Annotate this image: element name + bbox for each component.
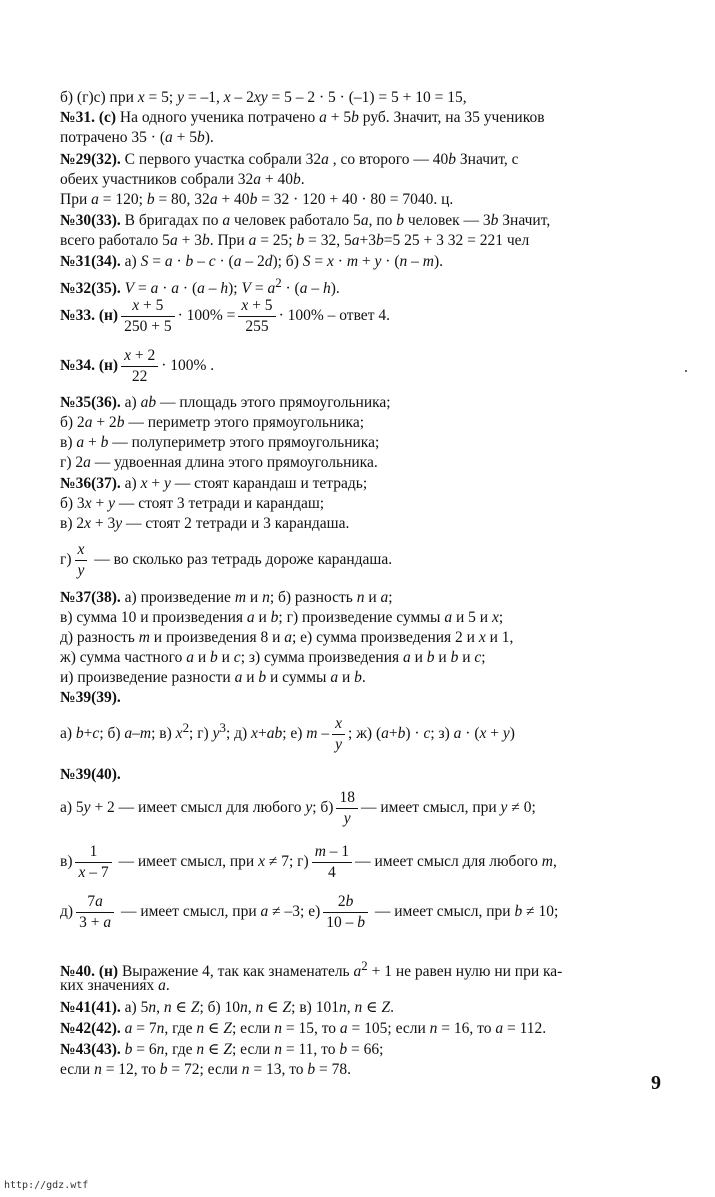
scan-artifact bbox=[685, 370, 687, 372]
text-line: г) 2a — удвоенная длина этого прямоугольника. bbox=[60, 454, 378, 471]
text-line: №42(42). a = 7n, где n ∈ Z; если n = 15, то a = 105; если n = 16, то a = 112. bbox=[60, 1020, 547, 1037]
text-line: б) 3x + y — стоят 3 тетради и карандаш; bbox=[60, 495, 325, 512]
text-line: №30(33). В бригадах по a человек работало 5a, по b человек — 3b Значит, bbox=[60, 212, 551, 229]
text-line: обеих участников собрали 32a + 40b. bbox=[60, 171, 305, 188]
formula-line: г) $\frac{x}{y}$ — во сколько раз тетрадь дороже карандаша. bbox=[60, 541, 393, 579]
text-line: б) (г)с) при x = 5; y = –1, x – 2xy = 5 – 2 · 5 · (–1) = 5 + 10 = 15, bbox=[60, 89, 467, 106]
text-line: №37(38). а) произведение m и n; б) разность n и a; bbox=[60, 589, 393, 606]
text-line: №35(36). а) ab — площадь этого прямоугольника; bbox=[60, 394, 391, 411]
page-number: 9 bbox=[651, 1072, 661, 1094]
text-line: потрачено 35 · (a + 5b). bbox=[60, 129, 214, 146]
formula-line: а) 5y + 2 — имеет смысл для любого y; б) $\frac{18}{y}$ — имеет смысл, при y ≠ 0; bbox=[60, 789, 536, 827]
text-line: №32(35). V = a · a · (a – h); $V = a^2 \cdot (a - h)$. bbox=[60, 275, 340, 298]
formula-line: №34. (н) $\frac{x + 2}{22}$ · 100% . bbox=[60, 347, 215, 385]
text-line: №39(40). bbox=[60, 766, 121, 783]
text-line: №31(34). а) S = a · b – c · (a – 2d); б) S = x · m + y · (n – m). bbox=[60, 253, 443, 270]
text-line: если n = 12, то b = 72; если n = 13, то b = 78. bbox=[60, 1061, 352, 1078]
text-line: №29(32). С первого участка собрали 32a , со второго — 40b Значит, с bbox=[60, 151, 519, 168]
formula-line: №33. (н) $\frac{x + 5}{250 + 5}$ · 100% = $\frac{x + 5}{255}$ · 100% – ответ 4. bbox=[60, 297, 390, 335]
text-line: №39(39). bbox=[60, 689, 121, 706]
text-line: №31. (с) На одного ученика потрачено a + 5b руб. Значит, на 35 учеников bbox=[60, 109, 545, 126]
text-line: №36(37). а) x + y — стоят карандаш и тетрадь; bbox=[60, 475, 368, 492]
text-line: д) разность m и произведения 8 и a; е) сумма произведения 2 и x и 1, bbox=[60, 629, 514, 646]
text-line: всего работало 5a + 3b. При a = 25; b = 32, 5a+3b=5 25 + 3 32 = 221 чел bbox=[60, 232, 530, 249]
text-line: в) a + b — полупериметр этого прямоугольника; bbox=[60, 434, 380, 451]
formula-line: а) b+c; б) a–m; в) $x^2$; г) $y^3$; д) x+ab; е) m – $\frac{x}{y}$ ; ж) (a+b) · c; з) a · (x + y) bbox=[60, 715, 515, 753]
text-line: №40. (н) Выражение 4, так как знаменатель $a^2 + 1$ не равен нулю ни при ка- bbox=[60, 958, 563, 981]
footer-url: http://gdz.wtf bbox=[4, 1180, 89, 1191]
text-line: №41(41). а) 5n, n ∈ Z; б) 10n, n ∈ Z; в) 101n, n ∈ Z. bbox=[60, 999, 394, 1016]
text-line: ких значениях a. bbox=[60, 977, 170, 994]
text-line: При a = 120; b = 80, 32a + 40b = 32 · 120 + 40 · 80 = 7040. ц. bbox=[60, 191, 454, 208]
text-line: в) 2x + 3y — стоят 2 тетради и 3 карандаша. bbox=[60, 515, 350, 532]
text-line: в) сумма 10 и произведения a и b; г) произведение суммы a и 5 и x; bbox=[60, 609, 504, 626]
formula-line: в) $\frac{1}{x - 7}$ — имеет смысл, при x ≠ 7; г) $\frac{m - 1}{4}$ — имеет смысл для любого m, bbox=[60, 843, 557, 881]
text-line: №43(43). b = 6n, где n ∈ Z; если n = 11, то b = 66; bbox=[60, 1041, 384, 1058]
text-line: б) 2a + 2b — периметр этого прямоугольника; bbox=[60, 414, 365, 431]
text-line: ж) сумма частного a и b и c; з) сумма произведения a и b и b и c; bbox=[60, 649, 486, 666]
text-line: и) произведение разности a и b и суммы a и b. bbox=[60, 669, 366, 686]
formula-line: д) $\frac{7a}{3 + a}$ — имеет смысл, при a ≠ –3; е) $\frac{2b}{10 - b}$ — имеет смысл, при b ≠ 10; bbox=[60, 893, 559, 931]
